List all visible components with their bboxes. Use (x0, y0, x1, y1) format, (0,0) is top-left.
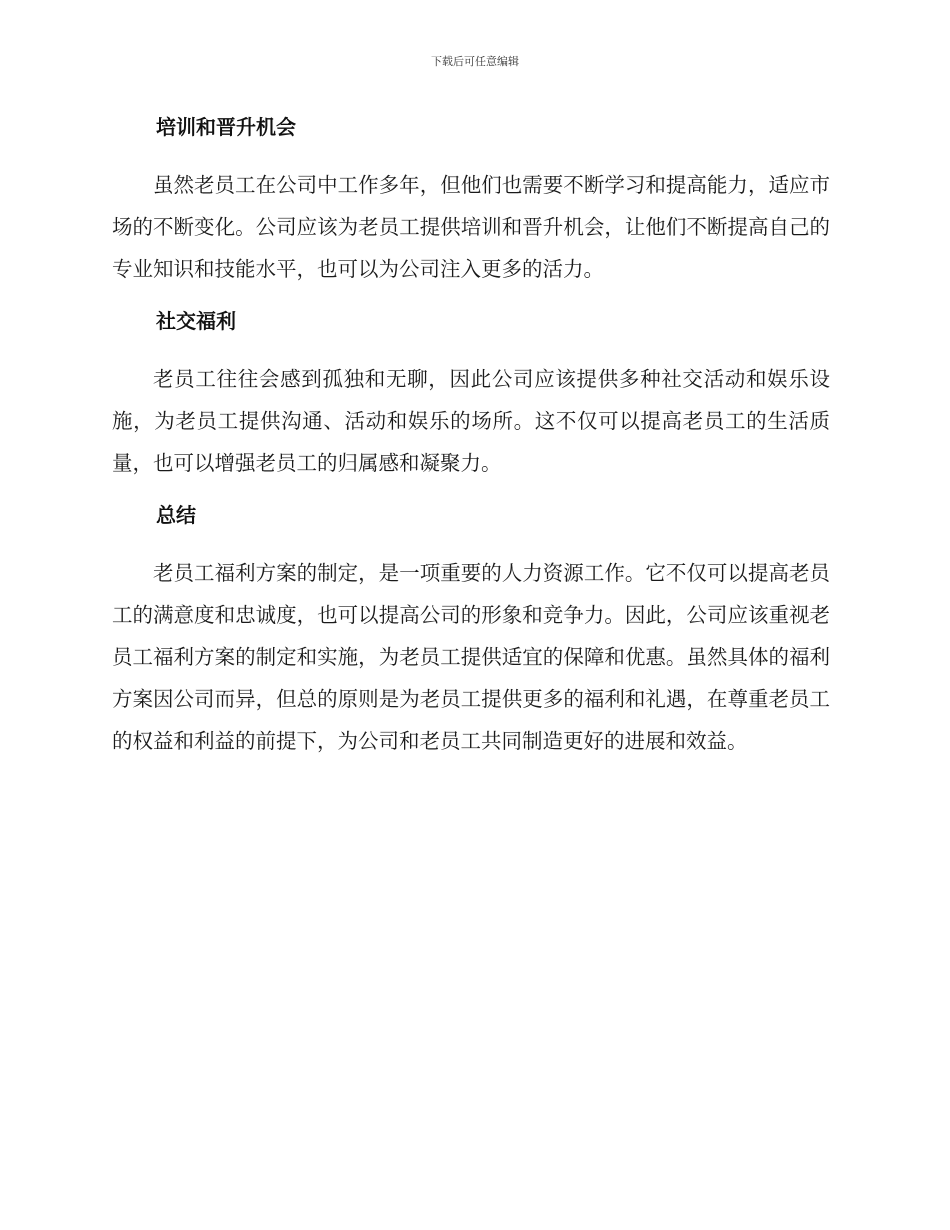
document-body (112, 110, 830, 762)
section-heading-summary: 总结 (156, 503, 196, 527)
section-heading-social: 社交福利 (156, 309, 236, 333)
section-paragraph-summary: 老员工福利方案的制定，是一项重要的人力资源工作。它不仅可以提高老员工的满意度和忠诚度，也可以提高公司的形象和竞争力。因此，公司应该重视老员工福利方案的制定和实施，为老员工提供适宜的保障和优惠。虽然具体的福利方案因公司而异，但总的原则是为老员工提供更多的福利和礼遇，在尊重老员工的权益和利益的前提下，为公司和老员工共同制造更好的进展和效益。 (112, 561, 830, 753)
section-paragraph-social: 老员工往往会感到孤独和无聊，因此公司应该提供多种社交活动和娱乐设施，为老员工提供沟通、活动和娱乐的场所。这不仅可以提高老员工的生活质量，也可以增强老员工的归属感和凝聚力。 (112, 367, 830, 475)
section-heading-training: 培训和晋升机会 (156, 115, 296, 139)
section-paragraph-training: 虽然老员工在公司中工作多年，但他们也需要不断学习和提高能力，适应市场的不断变化。公司应该为老员工提供培训和晋升机会，让他们不断提高自己的专业知识和技能水平，也可以为公司注入更多的活力。 (112, 173, 830, 281)
page-header-note: 下载后可任意编辑 (431, 55, 519, 68)
